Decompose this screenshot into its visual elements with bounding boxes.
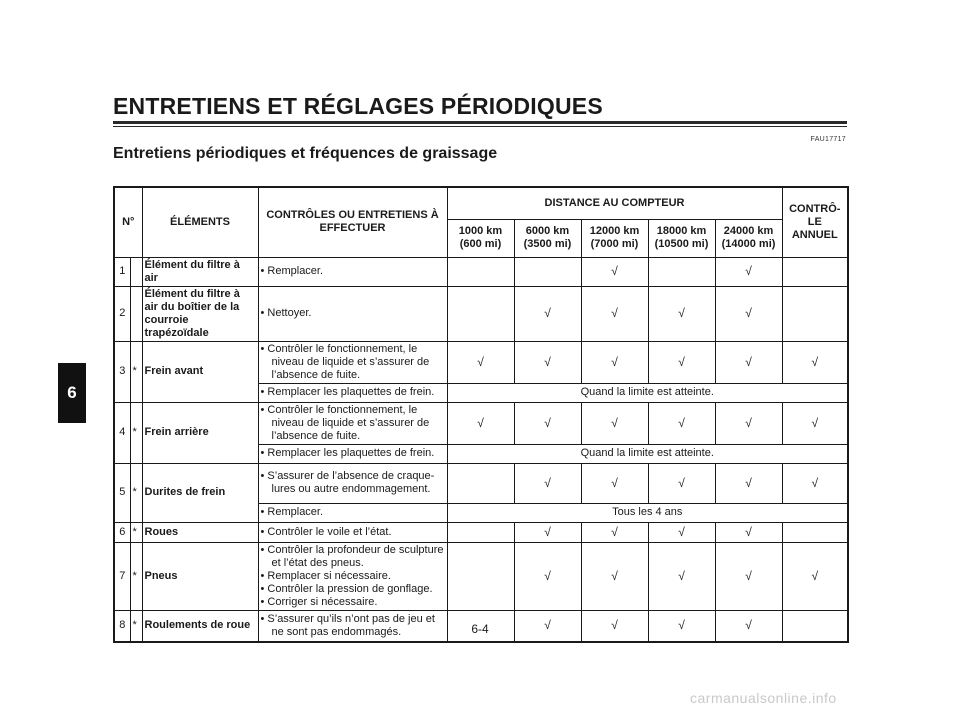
row-interval-text: Quand la limite est atteinte. [447, 444, 848, 463]
row-number: 6 [114, 522, 130, 542]
chapter-tab: 6 [58, 363, 86, 423]
check-cell [581, 341, 648, 383]
check-cell [648, 610, 715, 642]
check-cell [782, 542, 848, 610]
check-cell [782, 402, 848, 444]
check-cell [447, 286, 514, 341]
col-header-controls: CONTRÔLES OU ENTRETIENS À EFFECTUER [258, 187, 447, 257]
maintenance-table [113, 186, 849, 643]
row-number: 8 [114, 610, 130, 642]
row-sub-action [258, 383, 447, 402]
row-sub-action [258, 503, 447, 522]
check-mark-icon: √ [678, 568, 685, 583]
row-sub-action [258, 444, 447, 463]
row-action [258, 522, 447, 542]
check-mark-icon: √ [811, 354, 819, 369]
check-mark-icon: √ [811, 475, 819, 490]
check-mark-icon: √ [745, 475, 752, 490]
check-cell [782, 341, 848, 383]
row-action-line: • Remplacer. [260, 265, 324, 277]
check-mark-icon: √ [745, 415, 752, 430]
check-mark-icon: √ [811, 568, 819, 583]
row-marker: * [130, 610, 142, 642]
check-cell [514, 257, 581, 286]
row-element: Durites de frein [142, 463, 258, 522]
col-header-km4: 18000 km (10500 mi) [648, 219, 715, 257]
col-header-km1: 1000 km (600 mi) [447, 219, 514, 257]
check-cell [447, 402, 514, 444]
table-row [114, 522, 848, 542]
check-cell [648, 341, 715, 383]
header-rule-thin [113, 126, 847, 127]
row-number: 4 [114, 402, 130, 463]
row-marker: * [130, 341, 142, 402]
row-action-line: • Corriger si nécessaire. [260, 595, 378, 608]
check-cell [715, 542, 782, 610]
check-cell [648, 522, 715, 542]
col-header-annual: CONTRÔ-LE ANNUEL [782, 187, 848, 257]
table-row [114, 257, 848, 286]
check-mark-icon: √ [811, 415, 819, 430]
check-cell [581, 257, 648, 286]
check-mark-icon: √ [678, 524, 685, 539]
row-element: Élément du filtre à air [142, 257, 258, 286]
row-marker: * [130, 402, 142, 463]
row-element: Frein avant [142, 341, 258, 402]
row-action [258, 542, 447, 610]
check-cell [648, 257, 715, 286]
row-action [258, 341, 447, 383]
table-row [114, 341, 848, 383]
check-mark-icon: √ [611, 306, 618, 320]
check-cell [715, 610, 782, 642]
col-header-km5: 24000 km (14000 mi) [715, 219, 782, 257]
check-cell [581, 286, 648, 341]
section-code: FAU17717 [810, 136, 846, 143]
row-action-line: • Contrôler le fonctionnement, le niveau de liquide et s’assurer de l’absence de fuite. [260, 342, 430, 381]
row-action-line: • Nettoyer. [260, 307, 312, 319]
check-cell [447, 257, 514, 286]
col-header-distance: DISTANCE AU COMPTEUR [447, 187, 782, 219]
check-mark-icon: √ [745, 354, 752, 369]
row-action-line: • S’assurer de l’absence de craque-lures ou autre endommagement. [260, 470, 435, 495]
row-number: 7 [114, 542, 130, 610]
page-number: 6-4 [471, 622, 489, 636]
row-marker: * [130, 463, 142, 522]
check-cell [715, 341, 782, 383]
check-mark-icon: √ [611, 618, 618, 633]
row-action-line: • Remplacer les plaquettes de frein. [260, 386, 435, 398]
check-cell [514, 522, 581, 542]
col-header-km3: 12000 km (7000 mi) [581, 219, 648, 257]
check-cell [782, 463, 848, 503]
row-action-line: • Contrôler le fonctionnement, le niveau de liquide et s’assurer de l’absence de fuite. [260, 403, 430, 442]
row-element: Pneus [142, 542, 258, 610]
check-mark-icon: √ [678, 306, 685, 320]
check-mark-icon: √ [678, 475, 685, 490]
check-cell [715, 463, 782, 503]
check-mark-icon: √ [611, 524, 618, 539]
row-action-line: • Contrôler la profondeur de sculpture et l’état des pneus. [260, 543, 444, 569]
check-cell [514, 402, 581, 444]
row-marker: * [130, 522, 142, 542]
check-cell [447, 341, 514, 383]
check-mark-icon: √ [544, 354, 551, 369]
check-mark-icon: √ [611, 475, 618, 490]
row-action-line: • Contrôler le voile et l’état. [260, 525, 392, 538]
check-mark-icon: √ [678, 618, 685, 633]
check-mark-icon: √ [678, 354, 685, 369]
row-interval-text: Quand la limite est atteinte. [447, 383, 848, 402]
row-element: Roulements de roue [142, 610, 258, 642]
check-cell [782, 610, 848, 642]
row-action-line: • S’assurer qu’ils n’ont pas de jeu et ne sont pas endommagés. [260, 612, 435, 638]
check-mark-icon: √ [544, 306, 551, 320]
row-number: 2 [114, 286, 130, 341]
check-cell [581, 542, 648, 610]
col-header-km2: 6000 km (3500 mi) [514, 219, 581, 257]
watermark: carmanualsonline.info [690, 690, 837, 706]
row-action-line: • Remplacer les plaquettes de frein. [260, 447, 435, 459]
check-cell [782, 257, 848, 286]
check-cell [715, 257, 782, 286]
col-header-elements: ÉLÉMENTS [142, 187, 258, 257]
row-number: 5 [114, 463, 130, 522]
check-mark-icon: √ [544, 618, 551, 633]
check-mark-icon: √ [544, 415, 551, 430]
row-action-line: • Remplacer si nécessaire. [260, 569, 391, 582]
row-marker [130, 257, 142, 286]
check-cell [648, 286, 715, 341]
check-mark-icon: √ [745, 568, 752, 583]
row-marker [130, 286, 142, 341]
row-element: Frein arrière [142, 402, 258, 463]
check-cell [715, 286, 782, 341]
check-mark-icon: √ [544, 524, 551, 539]
check-mark-icon: √ [477, 354, 484, 369]
row-action [258, 463, 447, 503]
col-header-no: N° [114, 187, 142, 257]
row-action [258, 286, 447, 341]
row-number: 1 [114, 257, 130, 286]
check-cell [514, 463, 581, 503]
check-mark-icon: √ [611, 354, 618, 369]
check-mark-icon: √ [745, 264, 752, 278]
check-cell [581, 402, 648, 444]
table-row [114, 542, 848, 610]
table-row [114, 463, 848, 503]
check-cell [447, 522, 514, 542]
table-row [114, 402, 848, 444]
check-cell [447, 463, 514, 503]
row-interval-text: Tous les 4 ans [447, 503, 848, 522]
check-mark-icon: √ [544, 475, 551, 490]
row-number: 3 [114, 341, 130, 402]
row-action [258, 257, 447, 286]
check-cell [514, 341, 581, 383]
row-action [258, 610, 447, 642]
page-header-title: ENTRETIENS ET RÉGLAGES PÉRIODIQUES [113, 93, 603, 119]
check-cell [782, 522, 848, 542]
check-cell [514, 610, 581, 642]
check-cell [514, 542, 581, 610]
check-cell [447, 542, 514, 610]
check-cell [782, 286, 848, 341]
check-mark-icon: √ [745, 524, 752, 539]
check-mark-icon: √ [745, 306, 752, 320]
check-cell [581, 522, 648, 542]
check-mark-icon: √ [611, 264, 618, 278]
section-title: Entretiens périodiques et fréquences de graissage [113, 145, 498, 162]
check-mark-icon: √ [678, 415, 685, 430]
check-cell [581, 463, 648, 503]
table-row [114, 286, 848, 341]
row-element: Élément du filtre à air du boîtier de la courroie trapézoïdale [142, 286, 258, 341]
row-action [258, 402, 447, 444]
check-cell [648, 542, 715, 610]
check-cell [648, 463, 715, 503]
header-rule [113, 121, 847, 124]
check-cell [514, 286, 581, 341]
check-cell [581, 610, 648, 642]
check-mark-icon: √ [611, 568, 618, 583]
check-mark-icon: √ [477, 415, 484, 430]
check-cell [715, 522, 782, 542]
row-marker: * [130, 542, 142, 610]
check-mark-icon: √ [745, 618, 752, 633]
check-mark-icon: √ [544, 568, 551, 583]
row-action-line: • Remplacer. [260, 506, 324, 518]
row-element: Roues [142, 522, 258, 542]
check-cell [715, 402, 782, 444]
row-action-line: • Contrôler la pression de gonflage. [260, 582, 433, 595]
check-mark-icon: √ [611, 415, 618, 430]
check-cell [648, 402, 715, 444]
